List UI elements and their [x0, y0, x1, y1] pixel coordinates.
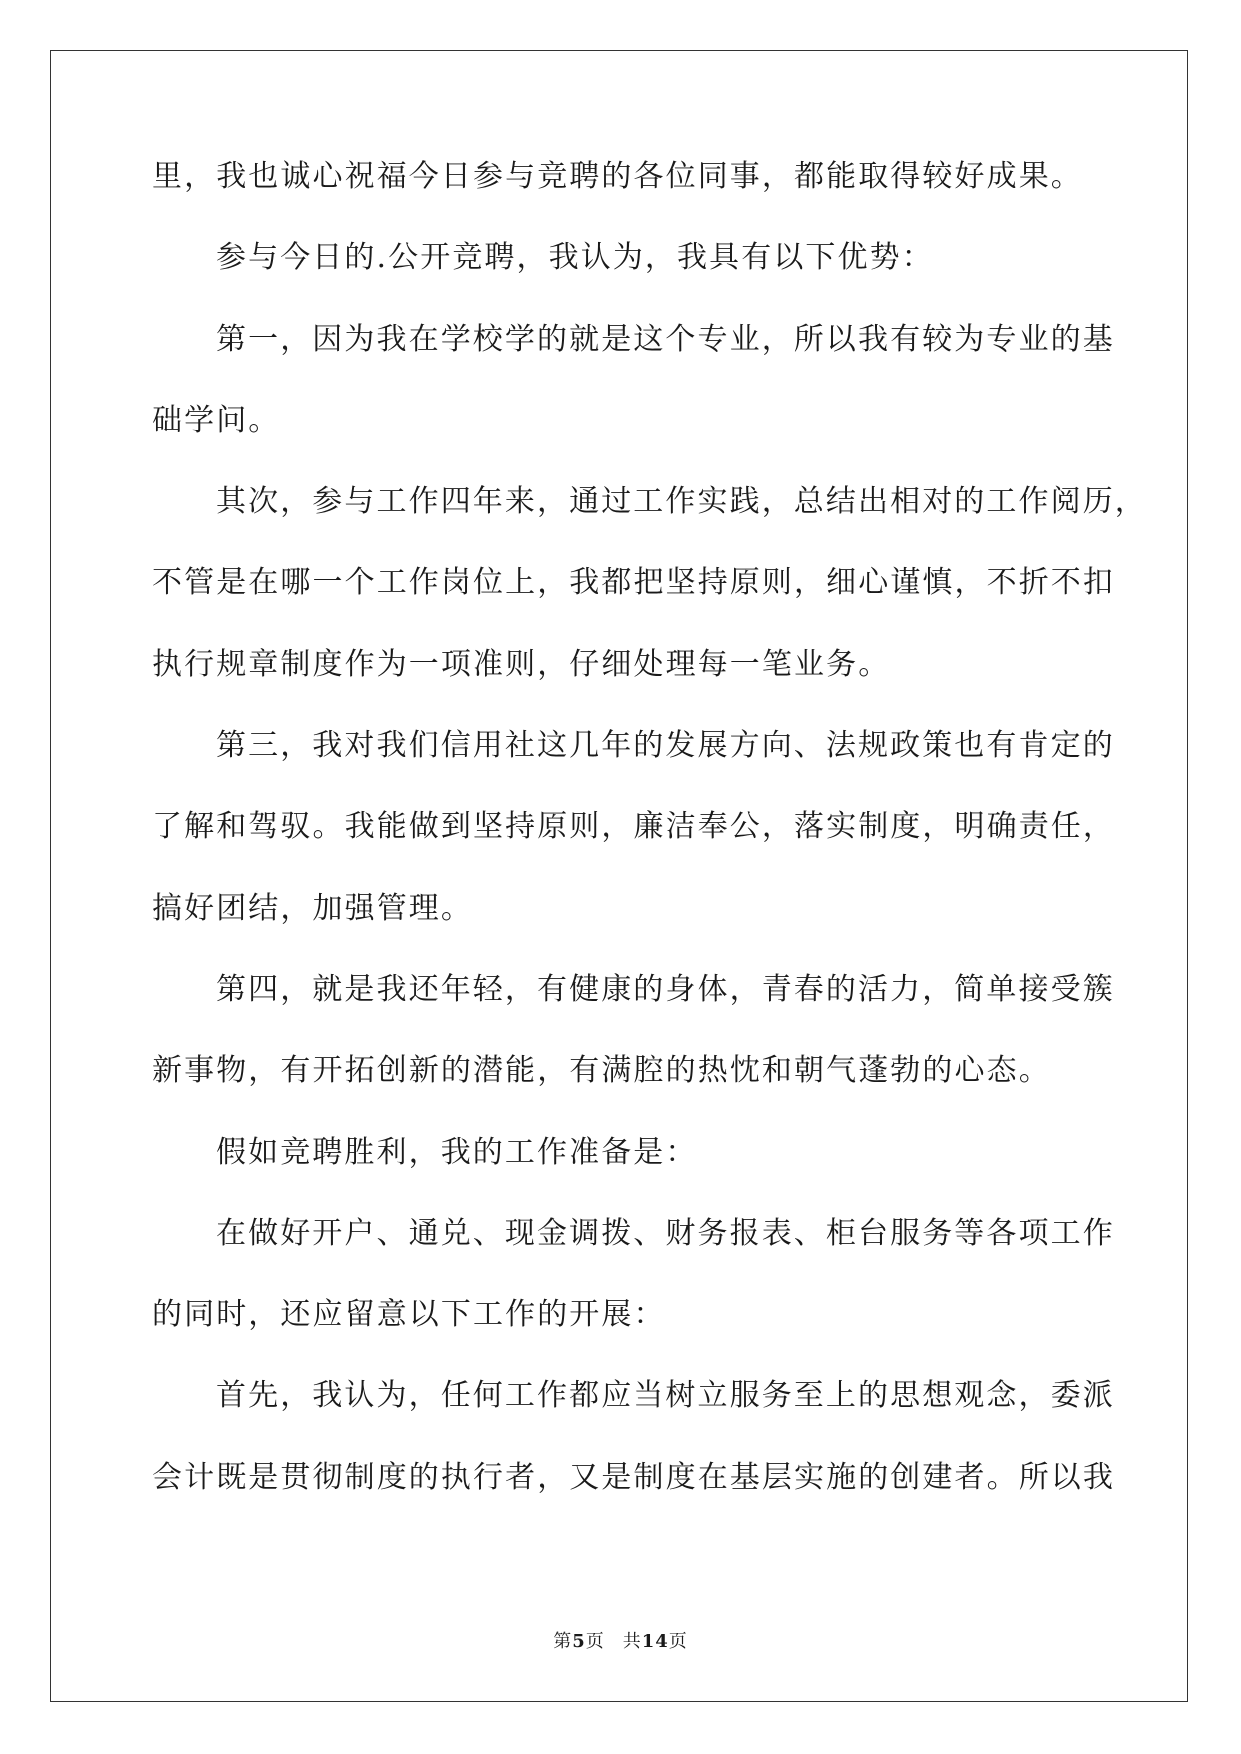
text-line: 不管是在哪一个工作岗位上，我都把坚持原则，细心谨慎，不折不扣 — [152, 565, 1115, 601]
document-body — [152, 159, 1147, 1544]
text-line: 新事物，有开拓创新的潜能，有满腔的热忱和朝气蓬勃的心态。 — [152, 1053, 1051, 1089]
total-suffix: 页 — [668, 1631, 688, 1652]
text-line: 第三，我对我们信用社这几年的发展方向、法规政策也有肯定的 — [216, 728, 1115, 764]
page-number: 5 — [572, 1631, 586, 1652]
text-line: 执行规章制度作为一项准则，仔细处理每一笔业务。 — [152, 646, 891, 682]
text-line: 础学问。 — [152, 402, 281, 438]
text-line: 首先，我认为，任何工作都应当树立服务至上的思想观念，委派 — [216, 1378, 1115, 1414]
text-line: 其次，参与工作四年来，通过工作实践，总结出相对的工作阅历， — [216, 484, 1147, 520]
text-line: 会计既是贯彻制度的执行者，又是制度在基层实施的创建者。所以我 — [152, 1459, 1115, 1495]
page-prefix: 第 — [553, 1631, 573, 1652]
total-prefix: 共 — [622, 1631, 642, 1652]
page-suffix: 页 — [585, 1631, 605, 1652]
text-line: 里，我也诚心祝福今日参与竞聘的各位同事，都能取得较好成果。 — [152, 159, 1083, 194]
page-footer — [0, 1631, 1241, 1653]
text-line: 第一，因为我在学校学的就是这个专业，所以我有较为专业的基 — [216, 321, 1115, 357]
text-line: 了解和驾驭。我能做到坚持原则，廉洁奉公，落实制度，明确责任， — [152, 809, 1115, 845]
text-line: 第四，就是我还年轻，有健康的身体，青春的活力，简单接受簇 — [216, 971, 1115, 1007]
text-line: 的同时，还应留意以下工作的开展： — [152, 1297, 666, 1333]
text-line: 参与今日的.公开竞聘，我认为，我具有以下优势： — [216, 240, 934, 276]
page-total: 14 — [641, 1631, 669, 1652]
text-line: 搞好团结，加强管理。 — [152, 890, 473, 926]
text-line: 假如竞聘胜利，我的工作准备是： — [216, 1134, 698, 1170]
text-line: 在做好开户、通兑、现金调拨、财务报表、柜台服务等各项工作 — [216, 1215, 1115, 1251]
